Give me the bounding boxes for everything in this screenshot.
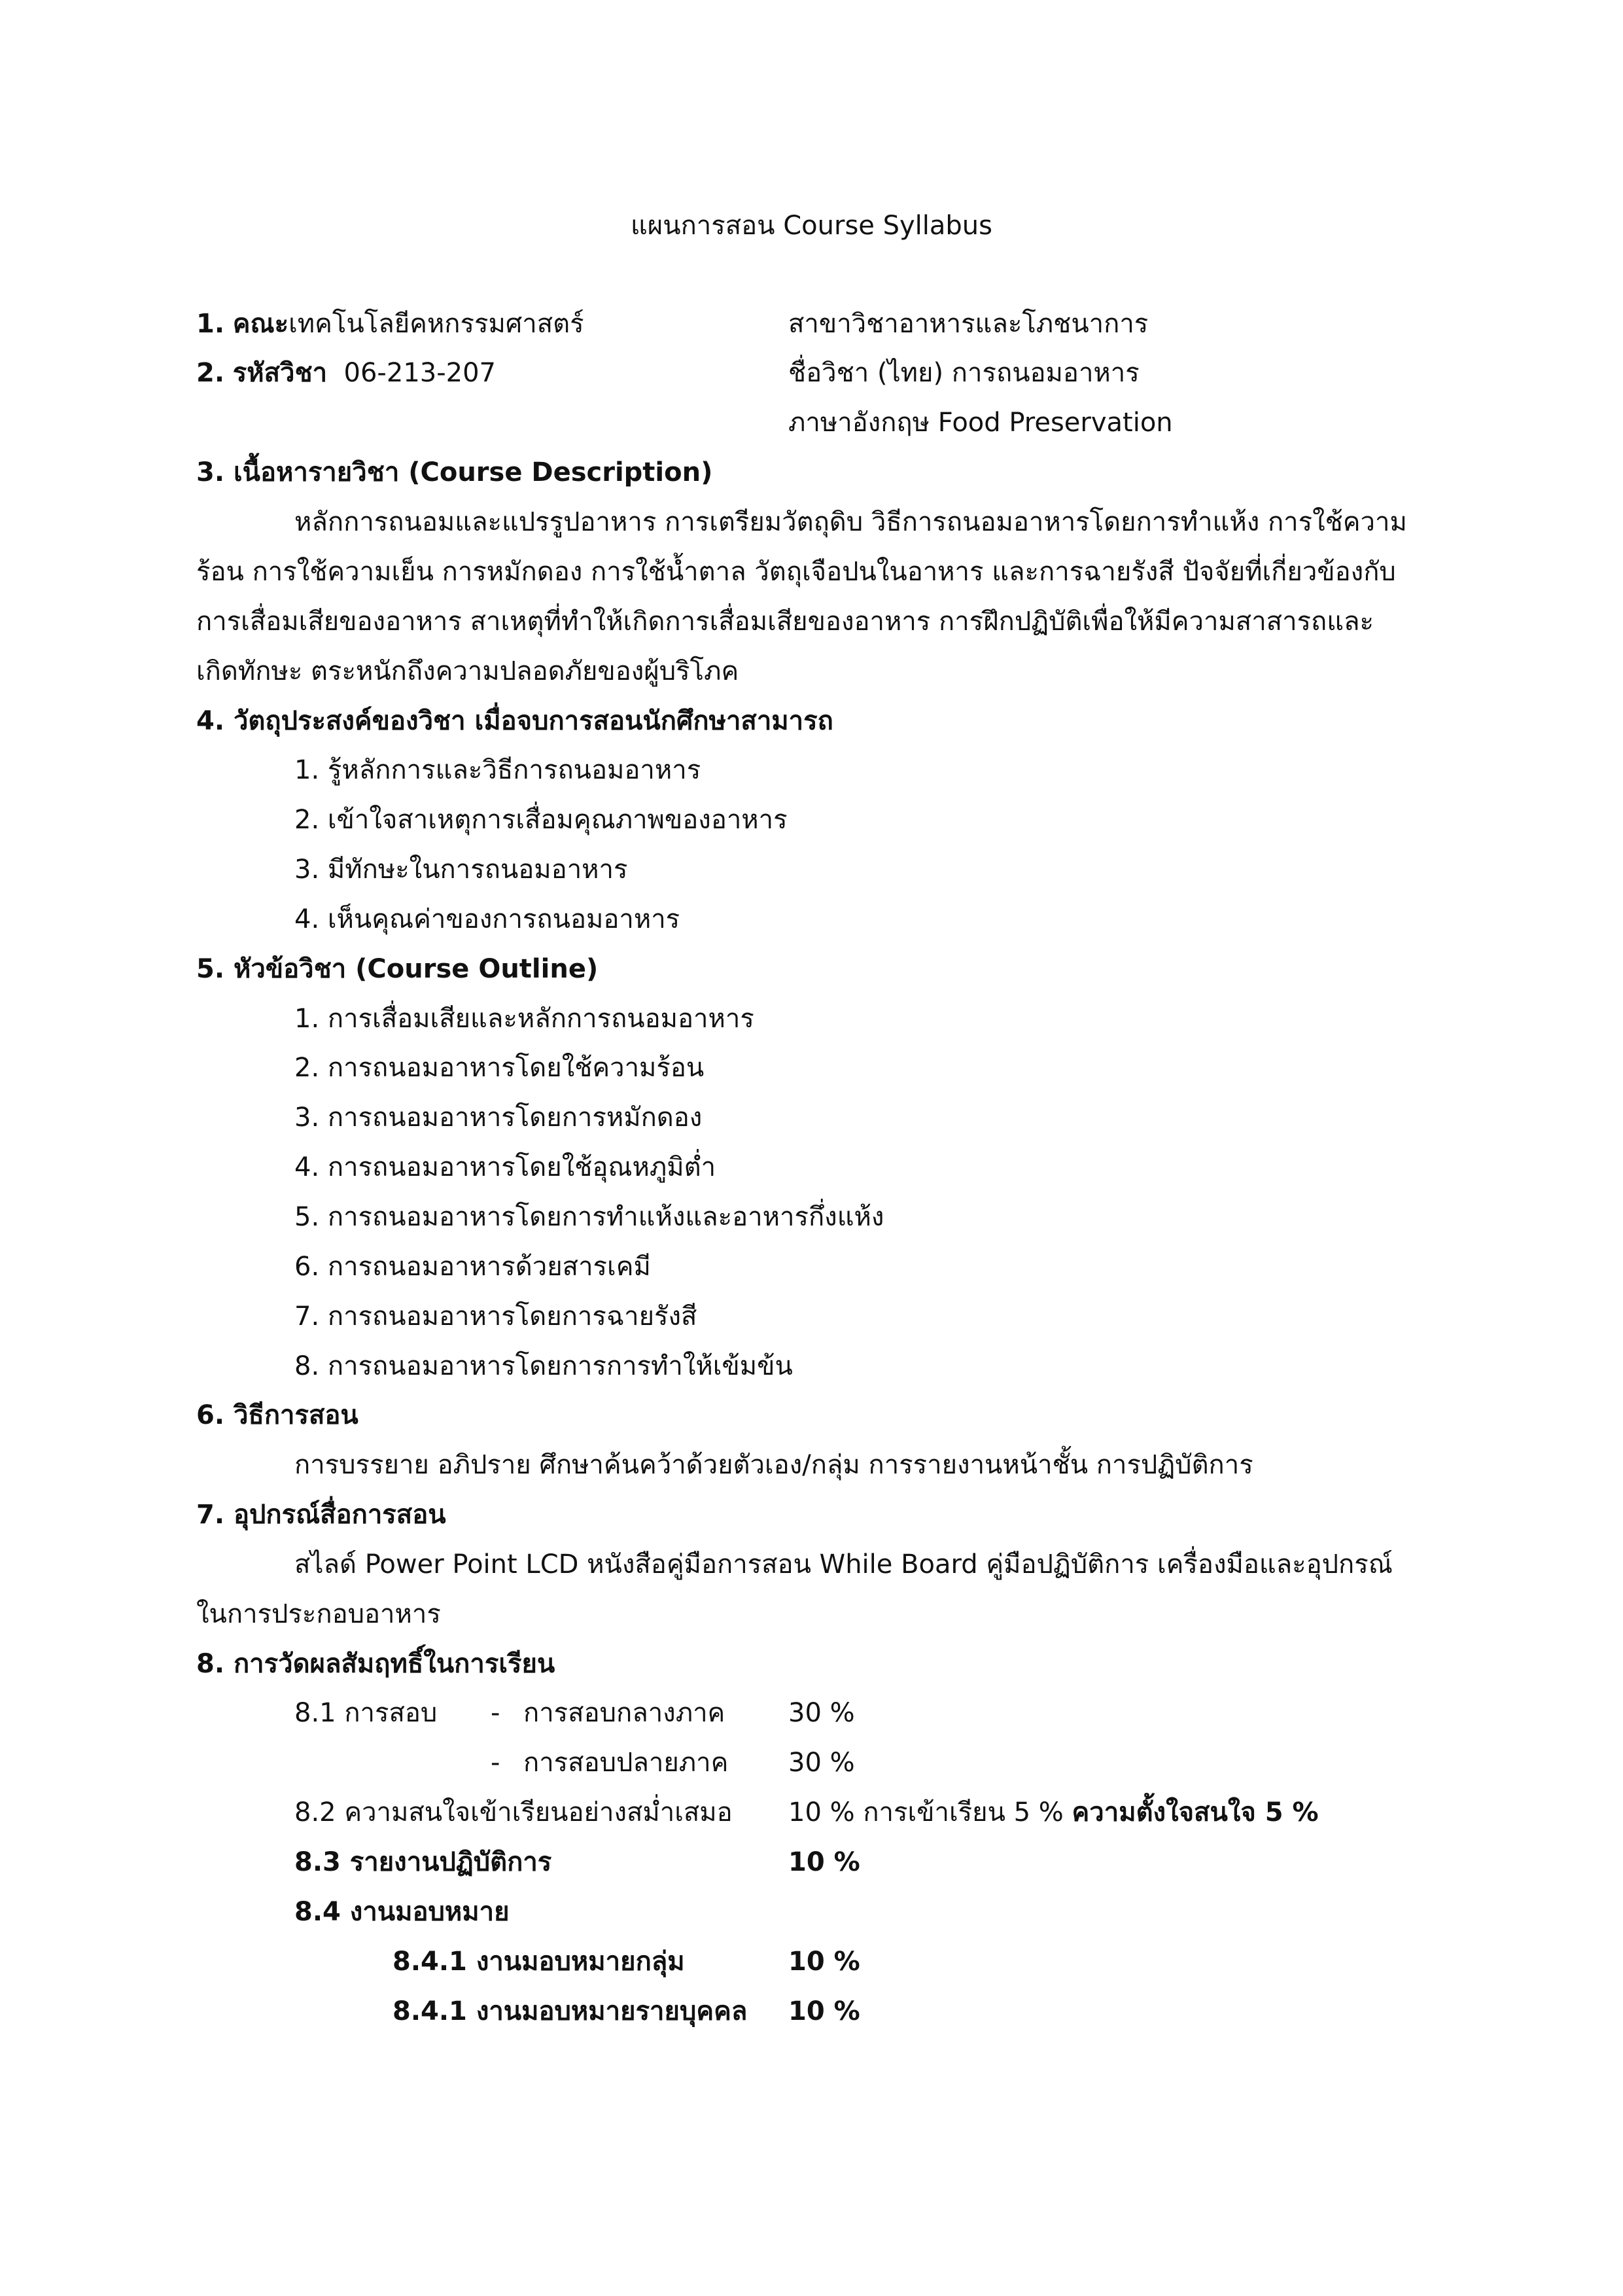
assessment-label: 8.4.1 งานมอบหมายกลุ่ม bbox=[393, 1947, 685, 1977]
objective-item: 1. รู้หลักการและวิธีการถนอมอาหาร bbox=[294, 755, 701, 785]
assessment-value: 10 % bbox=[788, 1847, 860, 1877]
section-number: 1. bbox=[196, 309, 225, 339]
assessment-value: 10 % bbox=[788, 1947, 860, 1977]
major-value: สาขาวิชาอาหารและโภชนาการ bbox=[788, 309, 1149, 339]
faculty-row bbox=[196, 311, 584, 337]
assessment-label: 8.4 งานมอบหมาย bbox=[294, 1897, 510, 1927]
faculty-label: คณะ bbox=[232, 309, 289, 339]
course-name-thai: ชื่อวิชา (ไทย) การถนอมอาหาร bbox=[788, 358, 1140, 388]
assessment-label: 8.2 ความสนใจเข้าเรียนอย่างสม่ำเสมอ bbox=[294, 1797, 733, 1828]
assessment-value: 30 % bbox=[788, 1698, 855, 1728]
teaching-methods: การบรรยาย อภิปราย ศึกษาค้นคว้าด้วยตัวเอง/กลุ่ม การรายงานหน้าชั้น การปฏิบัติการ bbox=[294, 1450, 1253, 1480]
section-heading: 3. เนื้อหารายวิชา (Course Description) bbox=[196, 457, 713, 487]
course-code-row bbox=[196, 360, 496, 386]
assessment-value: 30 % bbox=[788, 1748, 855, 1778]
outline-item: 8. การถนอมอาหารโดยการการทำให้เข้มข้น bbox=[294, 1351, 793, 1381]
document-title: แผนการสอน Course Syllabus bbox=[631, 211, 992, 241]
course-code-value: 06-213-207 bbox=[343, 358, 496, 388]
assessment-value: 10 % bbox=[788, 1996, 860, 2026]
assessment-label: 8.4.1 งานมอบหมายรายบุคคล bbox=[393, 1996, 748, 2026]
course-name-english: ภาษาอังกฤษ Food Preservation bbox=[788, 408, 1173, 438]
objective-item: 2. เข้าใจสาเหตุการเสื่อมคุณภาพของอาหาร bbox=[294, 805, 788, 835]
section-heading: 4. วัตถุประสงค์ของวิชา เมื่อจบการสอนนักศึกษาสามารถ bbox=[196, 706, 833, 736]
section-heading: 8. การวัดผลสัมฤทธิ์ในการเรียน bbox=[196, 1649, 555, 1679]
description-line: ร้อน การใช้ความเย็น การหมักดอง การใช้น้ำตาล วัตถุเจือปนในอาหาร และการฉายรังสี ปัจจัยที่เกี่ยวข้องกับ bbox=[196, 557, 1396, 587]
outline-item: 7. การถนอมอาหารโดยการฉายรังสี bbox=[294, 1301, 697, 1332]
course-code-label: รหัสวิชา bbox=[232, 358, 328, 388]
media-line: ในการประกอบอาหาร bbox=[196, 1599, 441, 1629]
objective-item: 4. เห็นคุณค่าของการถนอมอาหาร bbox=[294, 904, 680, 934]
outline-item: 5. การถนอมอาหารโดยการทำแห้งและอาหารกึ่งแห้ง bbox=[294, 1202, 884, 1232]
section-heading: 5. หัวข้อวิชา (Course Outline) bbox=[196, 954, 599, 984]
description-line: หลักการถนอมและแปรรูปอาหาร การเตรียมวัตถุดิบ วิธีการถนอมอาหารโดยการทำแห้ง การใช้ความ bbox=[294, 507, 1407, 537]
assessment-item: การสอบปลายภาค bbox=[523, 1748, 729, 1778]
outline-item: 2. การถนอมอาหารโดยใช้ความร้อน bbox=[294, 1053, 705, 1083]
description-line: การเสื่อมเสียของอาหาร สาเหตุที่ทำให้เกิดการเสื่อมเสียของอาหาร การฝึกปฏิบัติเพื่อให้มีความสาสารถและ bbox=[196, 607, 1374, 637]
description-line: เกิดทักษะ ตระหนักถึงความปลอดภัยของผู้บริโภค bbox=[196, 656, 739, 686]
outline-item: 6. การถนอมอาหารด้วยสารเคมี bbox=[294, 1252, 651, 1282]
dash: - bbox=[491, 1748, 500, 1778]
outline-item: 3. การถนอมอาหารโดยการหมักดอง bbox=[294, 1103, 703, 1133]
outline-item: 4. การถนอมอาหารโดยใช้อุณหภูมิต่ำ bbox=[294, 1152, 716, 1182]
assessment-item: การสอบกลางภาค bbox=[523, 1698, 725, 1728]
objective-item: 3. มีทักษะในการถนอมอาหาร bbox=[294, 855, 628, 885]
faculty-value: เทคโนโลยีคหกรรมศาสตร์ bbox=[288, 309, 584, 339]
media-line: สไลด์ Power Point LCD หนังสือคู่มือการสอน While Board คู่มือปฏิบัติการ เครื่องมือและอุปกรณ์ bbox=[294, 1549, 1393, 1580]
assessment-exam-label: 8.1 การสอบ bbox=[294, 1698, 438, 1728]
assessment-attendance-row bbox=[788, 1799, 1319, 1826]
assessment-label: 8.3 รายงานปฏิบัติการ bbox=[294, 1847, 552, 1877]
section-number: 2. bbox=[196, 358, 225, 388]
outline-item: 1. การเสื่อมเสียและหลักการถนอมอาหาร bbox=[294, 1004, 754, 1034]
dash: - bbox=[491, 1698, 500, 1728]
assessment-value: 10 % การเข้าเรียน 5 % bbox=[788, 1797, 1064, 1828]
section-heading: 7. อุปกรณ์สื่อการสอน bbox=[196, 1500, 446, 1530]
assessment-value-bold: ความตั้งใจสนใจ 5 % bbox=[1072, 1797, 1319, 1828]
section-heading: 6. วิธีการสอน bbox=[196, 1400, 358, 1430]
